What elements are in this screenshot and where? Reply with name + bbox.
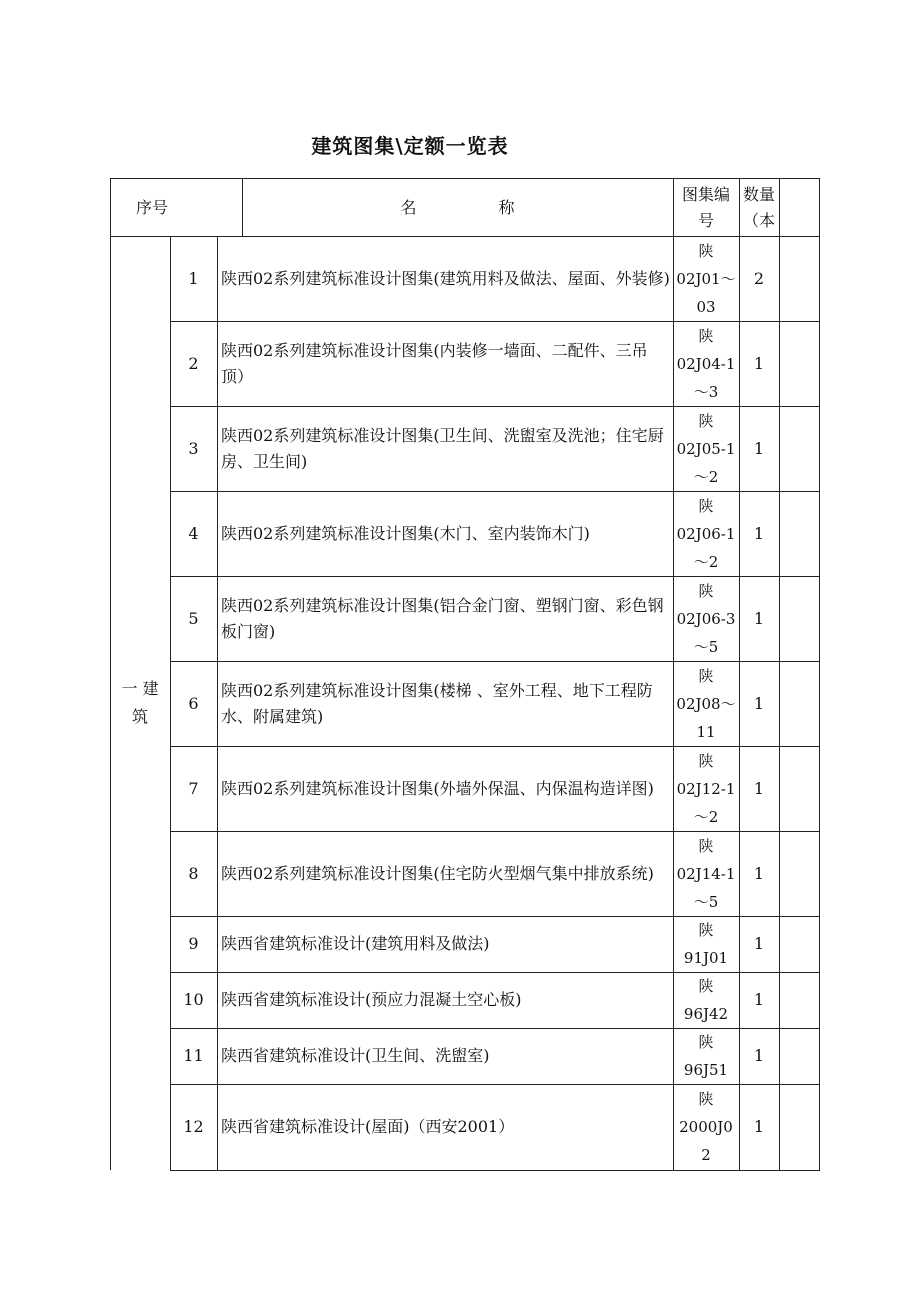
row-divider — [170, 746, 820, 747]
row-name — [217, 746, 673, 831]
row-extra — [779, 746, 819, 831]
row-name — [217, 1028, 673, 1084]
header-code: 图集编号 — [681, 184, 730, 230]
row-name-text: 陕西02系列建筑标准设计图集(铝合金门窗、塑钢门窗、彩色钢板门窗) — [221, 595, 664, 641]
header-name-left: 名 — [400, 197, 417, 217]
col-divider-no — [170, 236, 171, 1170]
header-name-right: 称 — [498, 197, 515, 217]
table-border-right — [819, 178, 820, 1170]
row-name-text: 陕西02系列建筑标准设计图集(卫生间、洗盥室及洗池；住宅厨房、卫生间) — [221, 425, 664, 471]
row-divider — [170, 916, 820, 917]
col-divider-name — [217, 236, 218, 1170]
row-name — [217, 1084, 673, 1170]
row-code: 陕 96J42 — [683, 977, 729, 1023]
table-border-bottom — [170, 1170, 820, 1171]
col-divider-code — [673, 178, 674, 1170]
row-qty: 1 — [753, 778, 765, 798]
row-divider — [170, 576, 820, 577]
row-number: 1 — [188, 268, 199, 288]
row-number: 6 — [188, 693, 199, 713]
row-qty: 1 — [753, 353, 765, 373]
row-qty: 2 — [753, 268, 765, 288]
row-name — [217, 576, 673, 661]
row-qty: 1 — [753, 608, 765, 628]
row-code: 陕 91J01 — [683, 921, 729, 967]
page-title: 建筑图集\定额一览表 — [311, 134, 509, 158]
header-seq: 序号 — [136, 197, 169, 217]
row-divider — [170, 831, 820, 832]
row-name-text: 陕西02系列建筑标准设计图集(外墙外保温、内保温构造详图) — [221, 778, 654, 798]
row-extra — [779, 576, 819, 661]
row-code: 陕 96J51 — [683, 1033, 729, 1079]
row-name — [217, 661, 673, 746]
row-number: 11 — [183, 1046, 204, 1065]
row-name — [217, 406, 673, 491]
row-divider — [170, 972, 820, 973]
row-qty: 1 — [753, 438, 765, 458]
row-extra — [779, 916, 819, 972]
row-code: 陕 02J06-3 ～5 — [676, 581, 736, 656]
row-number: 7 — [188, 778, 199, 798]
row-name — [217, 916, 673, 972]
row-extra — [779, 1028, 819, 1084]
row-divider — [170, 491, 820, 492]
header-qty: 数量（本 — [742, 184, 775, 230]
table-border-top — [110, 178, 820, 179]
row-code: 陕 02J01～ 03 — [676, 241, 736, 316]
header-name — [242, 179, 673, 236]
table-border-left — [110, 178, 111, 1170]
row-divider — [170, 1084, 820, 1085]
row-extra — [779, 491, 819, 576]
row-name-text: 陕西02系列建筑标准设计图集(建筑用料及做法、屋面、外装修) — [221, 268, 670, 288]
row-extra — [779, 972, 819, 1028]
row-qty: 1 — [753, 863, 765, 883]
row-name-text: 陕西02系列建筑标准设计图集(楼梯 、室外工程、地下工程防水、附属建筑) — [221, 680, 653, 726]
row-qty: 1 — [753, 990, 765, 1009]
row-number: 10 — [183, 990, 204, 1009]
header-divider-seq — [242, 178, 243, 236]
row-extra — [779, 831, 819, 916]
row-divider — [170, 321, 820, 322]
row-extra — [779, 661, 819, 746]
row-code: 陕 02J14-1 ～5 — [676, 836, 736, 911]
row-name-text: 陕西02系列建筑标准设计图集(木门、室内装饰木门) — [221, 523, 590, 543]
row-extra — [779, 406, 819, 491]
row-name — [217, 972, 673, 1028]
row-name-text: 陕西省建筑标准设计(预应力混凝土空心板) — [221, 990, 522, 1009]
row-code: 陕 02J05-1 ～2 — [676, 411, 736, 486]
row-name — [217, 236, 673, 321]
row-divider — [170, 661, 820, 662]
row-code: 陕 2000J0 2 — [679, 1090, 733, 1164]
category-label: 一 建筑 — [121, 679, 159, 726]
row-qty: 1 — [753, 693, 765, 713]
row-name — [217, 831, 673, 916]
row-name — [217, 491, 673, 576]
row-divider — [170, 406, 820, 407]
row-number: 4 — [188, 523, 199, 543]
row-extra — [779, 236, 819, 321]
row-number: 2 — [188, 353, 199, 373]
row-code: 陕 02J04-1 ～3 — [676, 326, 736, 401]
row-qty: 1 — [753, 1046, 765, 1065]
row-extra — [779, 1084, 819, 1170]
row-number: 12 — [183, 1117, 204, 1136]
row-name-text: 陕西省建筑标准设计(屋面)（西安2001） — [221, 1117, 515, 1136]
row-divider — [170, 1028, 820, 1029]
row-code: 陕 02J06-1 ～2 — [676, 496, 736, 571]
row-name — [217, 321, 673, 406]
row-name-text: 陕西省建筑标准设计(卫生间、洗盥室) — [221, 1046, 490, 1065]
col-divider-qty — [739, 178, 740, 1170]
row-qty: 1 — [753, 934, 765, 953]
row-name-text: 陕西02系列建筑标准设计图集(住宅防火型烟气集中排放系统) — [221, 863, 654, 883]
category-cell — [110, 236, 170, 1170]
row-qty: 1 — [753, 1117, 765, 1136]
row-number: 9 — [188, 934, 199, 953]
row-code: 陕 02J12-1 ～2 — [676, 751, 736, 826]
row-qty: 1 — [753, 523, 765, 543]
col-divider-extra — [779, 178, 780, 1170]
row-name-text: 陕西02系列建筑标准设计图集(内装修一墙面、二配件、三吊顶） — [221, 340, 648, 386]
row-number: 5 — [188, 608, 199, 628]
row-extra — [779, 321, 819, 406]
row-name-text: 陕西省建筑标准设计(建筑用料及做法) — [221, 934, 490, 953]
row-number: 8 — [188, 863, 199, 883]
row-number: 3 — [188, 438, 199, 458]
row-code: 陕 02J08～ 11 — [676, 666, 736, 741]
